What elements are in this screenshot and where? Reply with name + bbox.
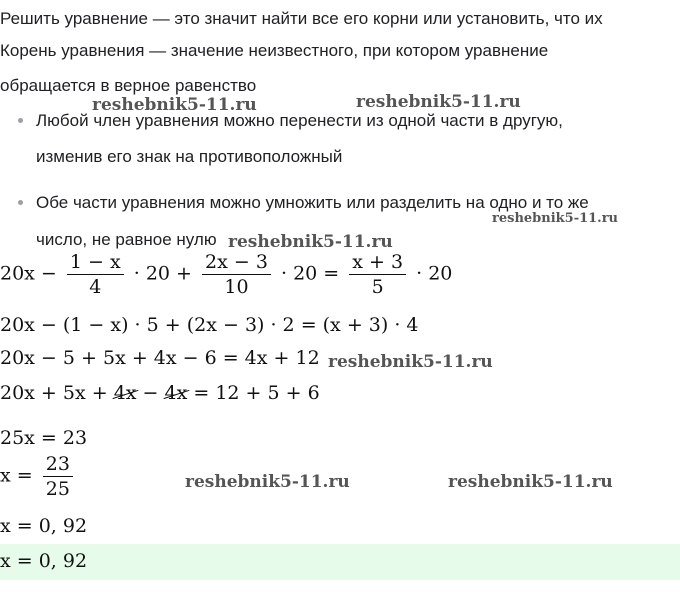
cancelled-term: 4x [164,382,188,404]
equation-6: x = $\frac{23}{25}$ [0,452,77,501]
intro-line-3: обращается в верное равенство [0,76,257,95]
watermark: reshebnik5-11.ru [448,472,613,492]
bullet-dot [18,118,23,123]
fraction: $\frac{23}{25}$ [43,452,73,501]
bullet-2-line-2: число, не равное нулю [36,230,217,249]
fraction: $\frac{x + 3}{5}$ [349,250,406,299]
watermark: reshebnik5-11.ru [328,352,493,372]
bullet-dot [18,200,23,205]
watermark: reshebnik5-11.ru [185,472,350,492]
watermark: reshebnik5-11.ru [356,92,521,112]
watermark: reshebnik5-11.ru [92,95,257,115]
intro-line-1: Решить уравнение — это значит найти все его корни или установить, что их [0,9,603,28]
fraction: $\frac{1 - x}{4}$ [67,250,124,299]
answer: x = 0, 92 [0,550,88,572]
intro-line-2: Корень уравнения — значение неизвестного, при котором уравнение [0,41,549,60]
bullet-1-line-2: изменив его знак на противоположный [36,147,343,166]
equation-5: 25x = 23 [0,427,88,449]
equation-3: 20x − 5 + 5x + 4x − 6 = 4x + 12 [0,347,320,369]
bullet-1-line-1: Любой член уравнения можно перенести из одной части в другую, [36,111,563,130]
equation-1: 20x − $\frac{1 - x}{4}$ · 20 + $\frac{2x - 3}{10}$ · 20 = $\frac{x + 3}{5}$ · 20 [0,251,453,298]
answer-highlight [0,544,680,580]
equation-4: 20x + 5x + 4x − 4x = 12 + 5 + 6 [0,382,320,404]
bullet-2-line-1: Обе части уравнения можно умножить или разделить на одно и то же [36,193,589,212]
equation-2: 20x − (1 − x) · 5 + (2x − 3) · 2 = (x + 3) · 4 [0,314,419,336]
watermark: reshebnik5-11.ru [492,211,619,226]
equation-7: x = 0, 92 [0,515,88,537]
fraction: $\frac{2x - 3}{10}$ [202,250,271,299]
cancelled-term: 4x [113,382,137,404]
watermark: reshebnik5-11.ru [228,232,393,252]
